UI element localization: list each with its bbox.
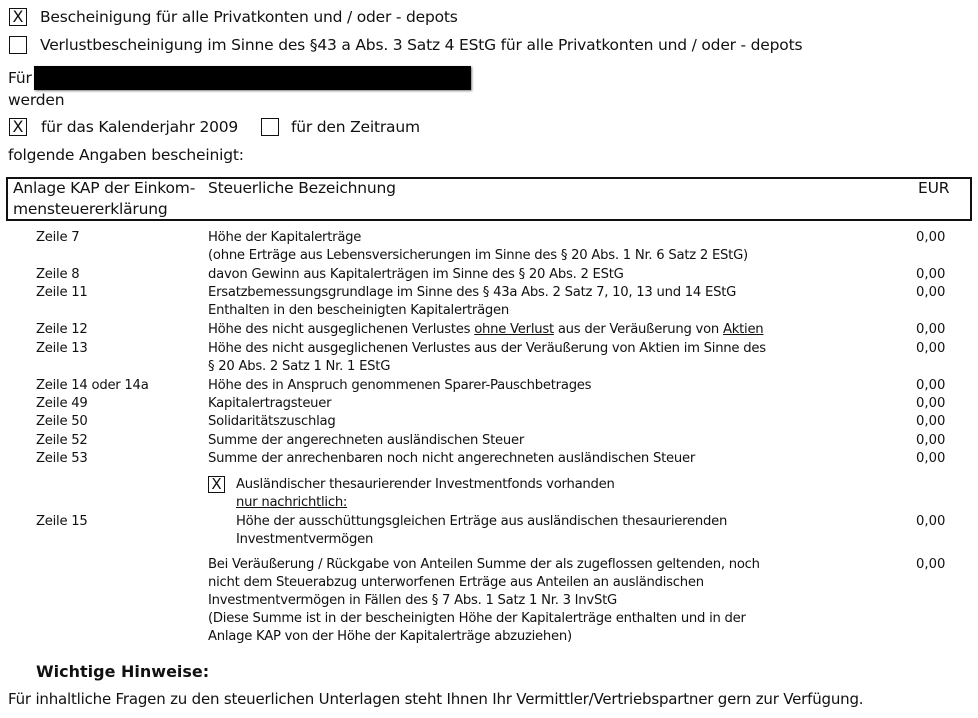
row-zeile: Zeile 15 [36,514,88,529]
row-value: 0,00 [916,433,946,448]
header-col1-line1: Anlage KAP der Einkom- [13,179,196,197]
row-value: 0,00 [916,514,946,529]
header-col2: Steuerliche Bezeichnung [208,179,396,197]
option-checkbox-verlustbescheinigung[interactable] [9,36,27,54]
row-description-part: aus der Veräußerung von [553,322,723,337]
row-description: Kapitalertragsteuer [208,396,332,411]
header-col3: EUR [918,179,950,197]
row-zeile: Zeile 14 oder 14a [36,378,149,393]
row-value: 0,00 [916,451,946,466]
period-checkbox-calendar-year[interactable]: X [9,118,27,136]
row-value: 0,00 [916,267,946,282]
option-label-verlustbescheinigung: Verlustbescheinigung im Sinne des §43 a Abs. 3 Satz 4 EStG für alle Privatkonten und / oder - depots [40,36,803,54]
period-label-calendar-year: für das Kalenderjahr 2009 [41,118,239,136]
row-zeile: Zeile 53 [36,451,88,466]
row-description: Solidaritätszuschlag [208,414,336,429]
fund-label: Ausländischer thesaurierender Investmentfonds vorhanden [236,477,615,492]
row-value: 0,00 [916,230,946,245]
row-description: Enthalten in den bescheinigten Kapitalerträgen [208,303,510,318]
sale-description: Anlage KAP von der Höhe der Kapitalerträge abzuziehen) [208,629,572,644]
fund-checkbox[interactable]: X [208,476,225,493]
option-label-bescheinigung: Bescheinigung für alle Privatkonten und / oder - depots [40,8,458,26]
row-description: Höhe der ausschüttungsgleichen Erträge aus ausländischen thesaurierenden [236,514,728,529]
row-value: 0,00 [916,341,946,356]
emphasis-aktien: Aktien [722,322,764,337]
sale-description: Investmentvermögen in Fällen des § 7 Abs. 1 Satz 1 Nr. 3 InvStG [208,593,617,608]
row-zeile: Zeile 50 [36,414,88,429]
sale-description: (Diese Summe ist in der bescheinigten Höhe der Kapitalerträge enthalten und in der [208,611,746,626]
row-description [208,322,763,337]
row-description: Höhe der Kapitalerträge [208,230,362,245]
notes-title: Wichtige Hinweise: [36,662,210,681]
row-description: Summe der anrechenbaren noch nicht angerechneten ausländischen Steuer [208,451,696,466]
row-zeile: Zeile 11 [36,285,88,300]
recipient-suffix: werden [8,91,65,109]
period-label-timespan: für den Zeitraum [291,118,420,136]
row-zeile: Zeile 8 [36,267,80,282]
sale-description: nicht dem Steuerabzug unterworfenen Erträge aus Anteilen an ausländischen [208,575,704,590]
row-description: § 20 Abs. 2 Satz 1 Nr. 1 EStG [208,359,391,374]
row-description: Investmentvermögen [236,532,374,547]
header-col1-line2: mensteuererklärung [13,200,168,218]
row-description: Höhe des in Anspruch genommenen Sparer-Pauschbetrages [208,378,592,393]
row-value: 0,00 [916,396,946,411]
row-value: 0,00 [916,414,946,429]
row-value: 0,00 [916,557,946,572]
row-description: Höhe des nicht ausgeglichenen Verlustes aus der Veräußerung von Aktien im Sinne des [208,341,766,356]
intro-text: folgende Angaben bescheinigt: [8,146,244,164]
row-zeile: Zeile 13 [36,341,88,356]
row-zeile: Zeile 12 [36,322,88,337]
period-checkbox-timespan[interactable] [261,118,279,136]
row-value: 0,00 [916,322,946,337]
emphasis-ohne-verlust: ohne Verlust [474,322,554,337]
fund-note: nur nachrichtlich: [236,495,348,510]
row-description: (ohne Erträge aus Lebensversicherungen im Sinne des § 20 Abs. 1 Nr. 6 Satz 2 EStG) [208,248,748,263]
row-zeile: Zeile 7 [36,230,80,245]
row-description-part: Höhe des nicht ausgeglichenen Verlustes [208,322,475,337]
row-value: 0,00 [916,285,946,300]
row-description: davon Gewinn aus Kapitalerträgen im Sinne des § 20 Abs. 2 EStG [208,267,624,282]
row-description: Summe der angerechneten ausländischen Steuer [208,433,525,448]
row-value: 0,00 [916,378,946,393]
row-zeile: Zeile 52 [36,433,88,448]
row-description: Ersatzbemessungsgrundlage im Sinne des § 43a Abs. 2 Satz 7, 10, 13 und 14 EStG [208,285,737,300]
notes-text: Für inhaltliche Fragen zu den steuerlichen Unterlagen steht Ihnen Ihr Vermittler/Vertriebspartner gern zur Verfügung. [8,690,864,708]
recipient-prefix: Für [8,69,32,87]
option-checkbox-bescheinigung[interactable]: X [9,8,27,26]
redacted-recipient-name [34,66,471,90]
sale-description: Bei Veräußerung / Rückgabe von Anteilen Summe der als zugeflossen geltenden, noch [208,557,760,572]
row-zeile: Zeile 49 [36,396,88,411]
